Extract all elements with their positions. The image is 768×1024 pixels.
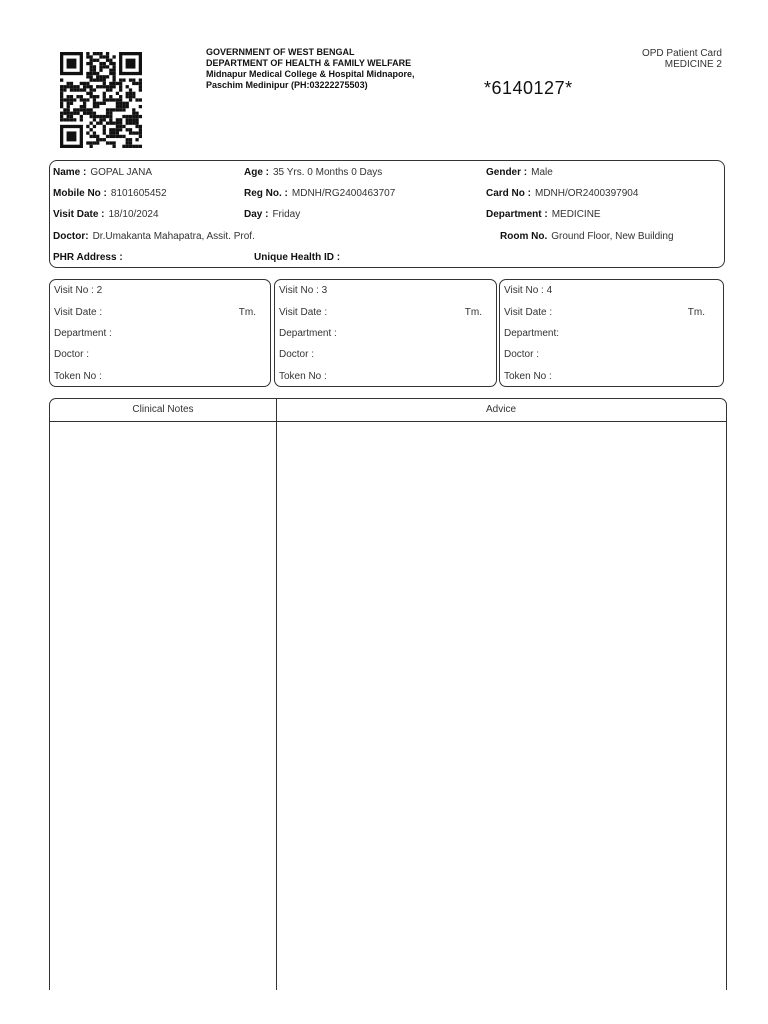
visit-token: Token No : [504,371,552,382]
day-field: Day : Friday [244,209,301,220]
department-name: DEPARTMENT OF HEALTH & FAMILY WELFARE [206,58,412,68]
visit-no: Visit No : 3 [279,285,328,296]
gender-field: Gender : Male [486,167,553,178]
doctor-field: Doctor: Dr.Umakanta Mahapatra, Assit. Prof. [53,231,255,242]
visit-box-2 [49,279,271,387]
visit-box-4 [499,279,724,387]
clinical-notes-header: Clinical Notes [132,404,194,415]
clinical-notes-area[interactable] [50,422,276,990]
card-type: OPD Patient Card [641,48,722,59]
hospital-header [206,47,415,91]
advice-header: Advice [485,404,516,415]
phr-address-field: PHR Address : [53,252,123,263]
visit-date: Visit Date : [504,307,553,318]
hospital-address: Paschim Medinipur (PH:03222275503) [206,80,368,90]
visit-no: Visit No : 2 [54,285,103,296]
visit-date: Visit Date : [54,307,103,318]
visit-date: Visit Date : [279,307,328,318]
name-field: Name : GOPAL JANA [53,167,153,178]
visit-token: Token No : [54,371,102,382]
reg-no-field: Reg No. : MDNH/RG2400463707 [244,188,396,199]
visit-time: Tm. [687,307,705,318]
age-field: Age : 35 Yrs. 0 Months 0 Days [244,167,383,178]
visit-date-field: Visit Date : 18/10/2024 [53,209,159,220]
mobile-field: Mobile No : 8101605452 [53,188,167,199]
patient-info-box [49,160,725,268]
qr-code-icon [60,52,142,148]
notes-table [49,398,727,990]
department-field: Department : MEDICINE [486,209,601,220]
visit-time: Tm. [464,307,482,318]
visit-time: Tm. [238,307,256,318]
visit-doctor: Doctor : [279,349,315,360]
visit-token: Token No : [279,371,327,382]
visit-box-3 [274,279,497,387]
government-name: GOVERNMENT OF WEST BENGAL [206,47,355,57]
unique-health-id-field: Unique Health ID : [254,252,341,263]
card-no-field: Card No : MDNH/OR2400397904 [486,188,639,199]
visit-department: Department : [54,328,112,339]
card-unit: MEDICINE 2 [664,59,722,70]
barcode-number: *6140127* [484,78,573,98]
advice-area[interactable] [277,422,726,990]
card-type-block [642,48,722,70]
visit-doctor: Doctor : [54,349,90,360]
visit-department: Department : [279,328,337,339]
hospital-name: Midnapur Medical College & Hospital Midnapore, [206,69,415,79]
visit-doctor: Doctor : [504,349,540,360]
visit-no: Visit No : 4 [504,285,553,296]
visit-department: Department: [504,328,560,339]
room-field: Room No. Ground Floor, New Building [500,231,674,242]
